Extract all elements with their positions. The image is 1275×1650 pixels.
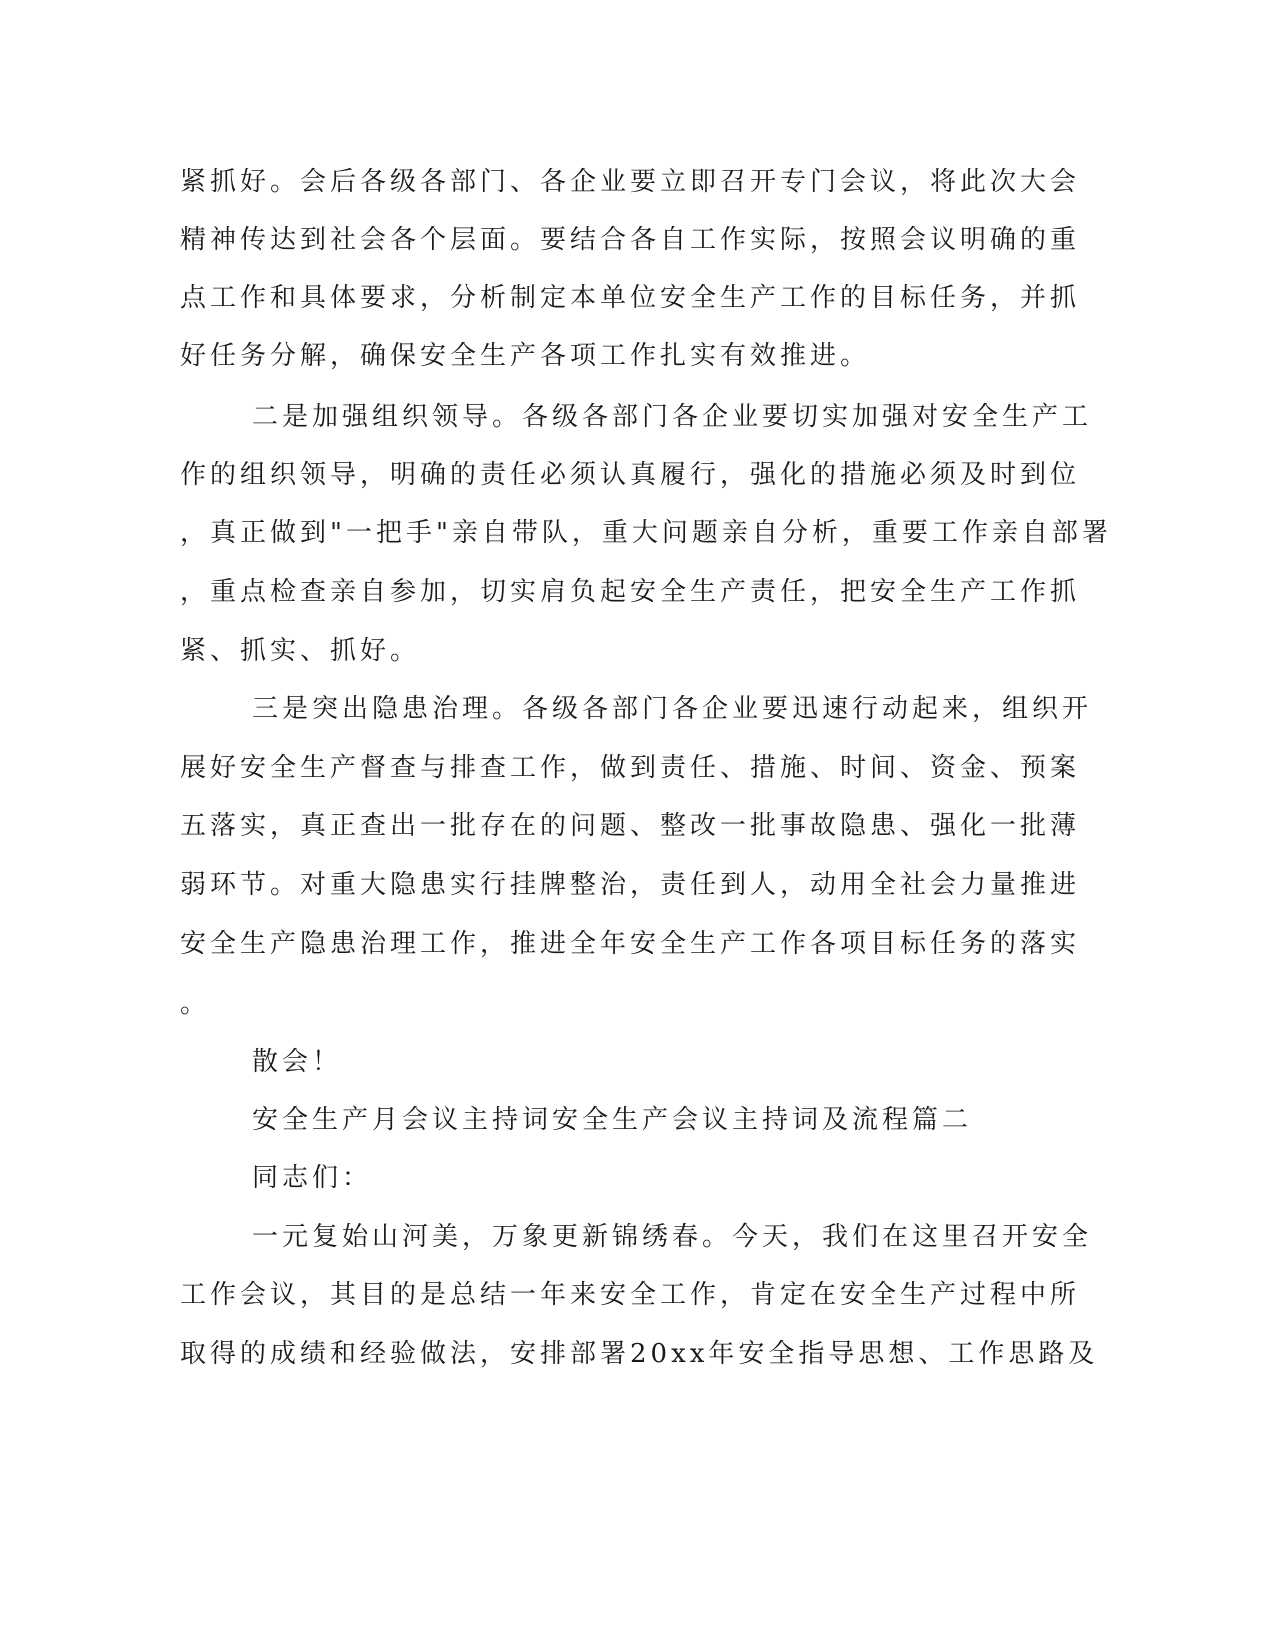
text-line: 散会！ xyxy=(252,1047,343,1077)
text-line: 安全生产隐患治理工作，推进全年安全生产工作各项目标任务的落实 xyxy=(180,929,1081,959)
text-line: 工作会议，其目的是总结一年来安全工作，肯定在安全生产过程中所 xyxy=(180,1280,1081,1310)
text-line: 紧、抓实、抓好。 xyxy=(180,636,421,666)
text-line: 一元复始山河美，万象更新锦绣春。今天，我们在这里召开安全 xyxy=(252,1222,1093,1252)
text-line: 五落实，真正查出一批存在的问题、整改一批事故隐患、强化一批薄 xyxy=(180,811,1081,841)
salutation: 同志们： xyxy=(252,1163,373,1193)
text-line: 二是加强组织领导。各级各部门各企业要切实加强对安全生产工 xyxy=(252,402,1093,432)
text-line: 弱环节。对重大隐患实行挂牌整治，责任到人，动用全社会力量推进 xyxy=(180,870,1081,900)
section-heading: 安全生产月会议主持词安全生产会议主持词及流程篇二 xyxy=(252,1105,973,1135)
text-line: 三是突出隐患治理。各级各部门各企业要迅速行动起来，组织开 xyxy=(252,694,1093,724)
text-line: 紧抓好。会后各级各部门、各企业要立即召开专门会议，将此次大会 xyxy=(180,167,1081,197)
text-line: 作的组织领导，明确的责任必须认真履行，强化的措施必须及时到位 xyxy=(180,460,1081,490)
text-line: ，重点检查亲自参加，切实肩负起安全生产责任，把安全生产工作抓 xyxy=(180,577,1081,607)
text-line: 。 xyxy=(180,989,211,1019)
text-line: 展好安全生产督查与排查工作，做到责任、措施、时间、资金、预案 xyxy=(180,753,1081,783)
text-line: 好任务分解，确保安全生产各项工作扎实有效推进。 xyxy=(180,341,871,371)
text-line: 精神传达到社会各个层面。要结合各自工作实际，按照会议明确的重 xyxy=(180,225,1081,255)
text-line: ，真正做到"一把手"亲自带队，重大问题亲自分析，重要工作亲自部署 xyxy=(180,518,1112,548)
text-line: 取得的成绩和经验做法，安排部署20xx年安全指导思想、工作思路及 xyxy=(180,1339,1099,1369)
text-line: 点工作和具体要求，分析制定本单位安全生产工作的目标任务，并抓 xyxy=(180,283,1081,313)
